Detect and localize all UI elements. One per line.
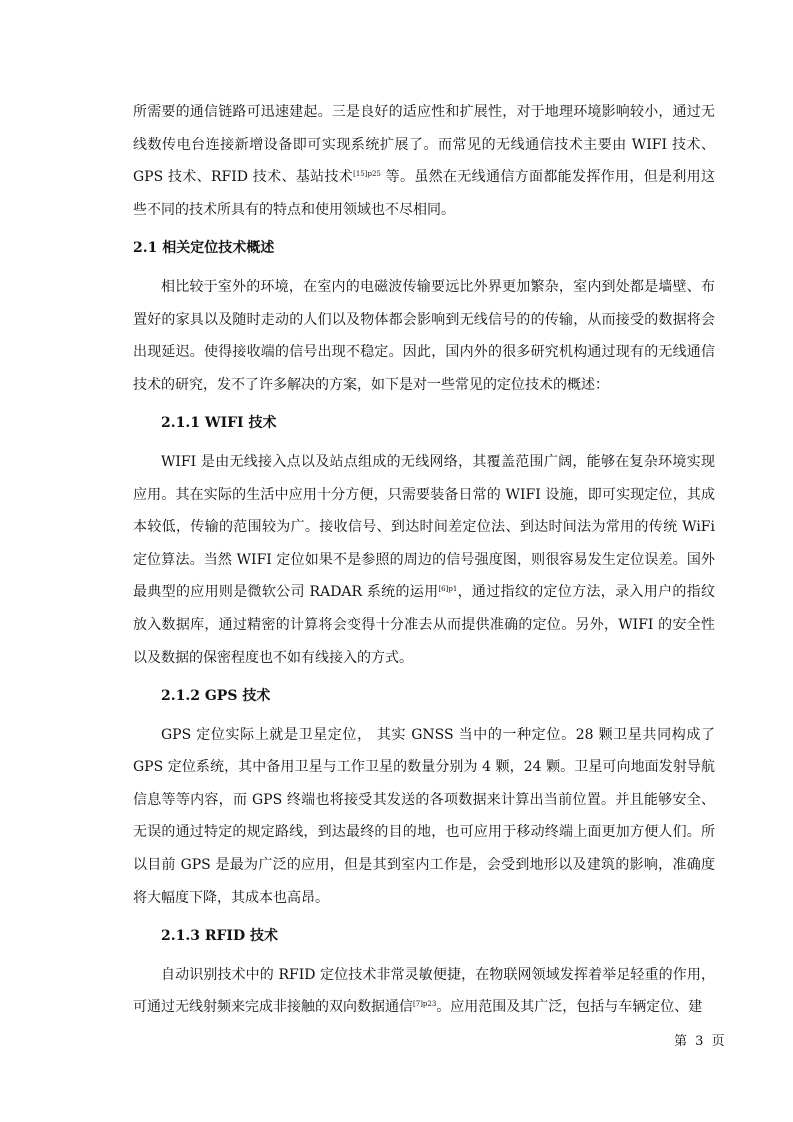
paragraph-rfid	[133, 959, 715, 1024]
paragraph-intro-continued	[133, 96, 715, 226]
text-run: 。应用范围及其广泛，包括与车辆定位、建	[436, 999, 703, 1016]
page-label-suffix: 页	[711, 1034, 725, 1049]
paragraph-positioning-overview: 相比较于室外的环境，在室内的电磁波传输要远比外界更加繁杂，室内到处都是墙壁、布置好的家具以及随时走动的人们以及物体都会影响到无线信号的的传输，从而接受的数据将会出现延迟。使得接收端的信号出现不稳定。因此，国内外的很多研究机构通过现有的无线通信技术的研究，发不了许多解决的方案，如下是对一些常见的定位技术的概述：	[133, 278, 715, 393]
section-heading-2-1-2: 2.1.2 GPS 技术	[161, 688, 271, 705]
section-heading-2-1-1: 2.1.1 WIFI 技术	[161, 415, 277, 432]
section-heading-2-1: 2.1 相关定位技术概述	[133, 240, 275, 257]
citation: [6]p1	[438, 585, 458, 594]
text-run: 等。虽然在无线通信方面都能发挥作用，但是利用这些不同的技术所具有的特点和使用领域也不尽相同。	[133, 169, 715, 218]
text-run: 所需要的通信链路可迅速建起。三是良好的适应性和扩展性，对于地理环境影响较小，通过无线数传电台连接新增设备即可实现系统扩展了。而常见的无线通信技术主要由 WIFI 技术、GPS 技术、RFID 技术、基站技术	[133, 104, 715, 186]
text-run: ，通过指纹的定位方法，录入用户的指纹放入数据库，通过精密的计算将会变得十分准去从而提供准确的定位。另外，WIFI 的安全性以及数据的保密程度也不如有线接入的方式。	[133, 584, 715, 666]
paragraph-wifi	[133, 446, 715, 674]
citation: [7]p23	[413, 1000, 437, 1009]
section-heading-2-1-3: 2.1.3 RFID 技术	[161, 928, 278, 945]
page-number: 3	[695, 1034, 704, 1049]
page-label-prefix: 第	[674, 1034, 688, 1049]
citation: [15]p25	[353, 170, 381, 179]
text-run: WIFI 是由无线接入点以及站点组成的无线网络，其覆盖范围广阔，能够在复杂环境实现应用。其在实际的生活中应用十分方便，只需要装备日常的 WIFI 设施，即可实现定位，其成本较低，传输的范围较为广。接收信号、到达时间差定位法、到达时间法为常用的传统 WiFi 定位算法。当然 WIFI 定位如果不是参照的周边的信号强度图，则很容易发生定位误差。国外最典型的应用则是微软公司 RADAR 系统的运用	[133, 453, 715, 601]
page-body	[133, 96, 715, 1024]
paragraph-gps: GPS 定位实际上就是卫星定位， 其实 GNSS 当中的一种定位。28 颗卫星共同构成了 GPS 定位系统，其中备用卫星与工作卫星的数量分别为 4 颗，24 颗。卫星可向地面发射导航信息等等内容，而 GPS 终端也将接受其发送的各项数据来计算出当前位置。并且能够安全、无误的通过特定的规定路线，到达最终的目的地，也可应用于移动终端上面更加方便人们。所以目前 GPS 是最为广泛的应用，但是其到室内工作是，会受到地形以及建筑的影响，准确度将大幅度下降，其成本也高昂。	[133, 726, 715, 906]
text-run: 自动识别技术中的 RFID 定位技术非常灵敏便捷，在物联网领域发挥着举足轻重的作用，可通过无线射频来完成非接触的双向数据通信	[133, 966, 715, 1016]
page-footer	[672, 1030, 727, 1049]
